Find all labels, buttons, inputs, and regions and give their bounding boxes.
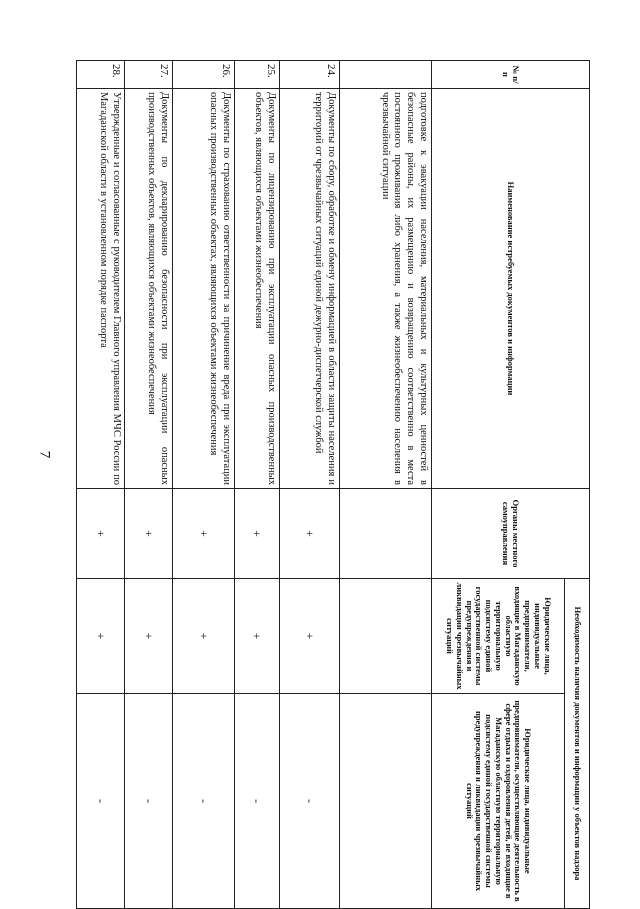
row-document-name: Документы по декларированию безопасности при эксплуатации опасных производственных объектов, являющихся объектами жизнеобеспечения [125,89,173,489]
row-document-name: Документы по лицензированию при эксплуатации опасных производственных объектов, являющихся объектами жизнеобеспечения [235,89,280,489]
page-number: 7 [36,450,53,459]
row-document-name: Документы по сбору, обработке и обмену информацией в области защиты населения и территорий от чрезвычайных ситуаций единой дежурно-диспетчерской службой [280,89,340,489]
row-rscs-mark: + [125,579,173,694]
table-row [280,61,340,909]
row-number: 24. [280,61,340,89]
table-row [173,61,235,909]
header-requirement-group: Необходимость наличия документов и информации у объектов надзора [565,579,590,909]
row-omsu-mark: + [125,489,173,579]
row-rscs-mark: + [77,579,125,694]
table-row [340,61,432,909]
requirements-table [76,60,590,909]
row-camps-mark: - [280,694,340,909]
row-camps-mark: - [173,694,235,909]
table-row [77,61,125,909]
row-number: 25. [235,61,280,89]
row-document-name: подготовке к эвакуации населения, материальных и культурных ценностей в безопасные районы, их размещению и возвращению соответственно в места постоянного проживания либо хранения, а также жизнеобеспечению населения в чрезвычайной ситуации [340,89,432,489]
header-document-name: Наименование истребуемых документов и информации [432,89,590,489]
table-row [235,61,280,909]
row-number: 27. [125,61,173,89]
rotated-table-container [85,60,590,908]
table-row [125,61,173,909]
row-omsu-mark: + [280,489,340,579]
row-rscs-mark: + [280,579,340,694]
header-num: № п/п [432,61,590,89]
row-camps-mark: - [125,694,173,909]
row-camps-mark: - [77,694,125,909]
row-document-name: Утвержденные и согласованные с руководителем Главного управления МЧС России по Магаданской области в установленном порядке паспорта [77,89,125,489]
row-rscs-mark: + [173,579,235,694]
row-omsu-mark: + [173,489,235,579]
document-table-frame [85,60,590,908]
row-document-name: Документы по страхованию ответственности за причинение вреда при эксплуатации опасных производственных объектах, являющихся объектами жизнеобеспечения [173,89,235,489]
row-rscs-mark: + [235,579,280,694]
row-rscs-mark [340,579,432,694]
row-omsu-mark: + [77,489,125,579]
header-entities-rscs: Юридические лица, индивидуальные предприниматели, входящие в Магаданскую областную территориальную подсистему единой государственной системы предупреждения и ликвидации чрезвычайных ситуаций [432,579,565,694]
row-omsu-mark [340,489,432,579]
header-entities-camps: Юридические лица, индивидуальные предприниматели, осуществляющие деятельность в сфере отдыха и оздоровления детей, не входящие в Магаданскую областную территориальную подсистему единой государственной системы предупреждения и ликвидации чрезвычайных ситуаций [432,694,565,909]
row-camps-mark: - [235,694,280,909]
row-camps-mark [340,694,432,909]
row-number: 26. [173,61,235,89]
row-number [340,61,432,89]
row-omsu-mark: + [235,489,280,579]
row-number: 28. [77,61,125,89]
header-local-government: Органы местного самоуправления [432,489,590,579]
